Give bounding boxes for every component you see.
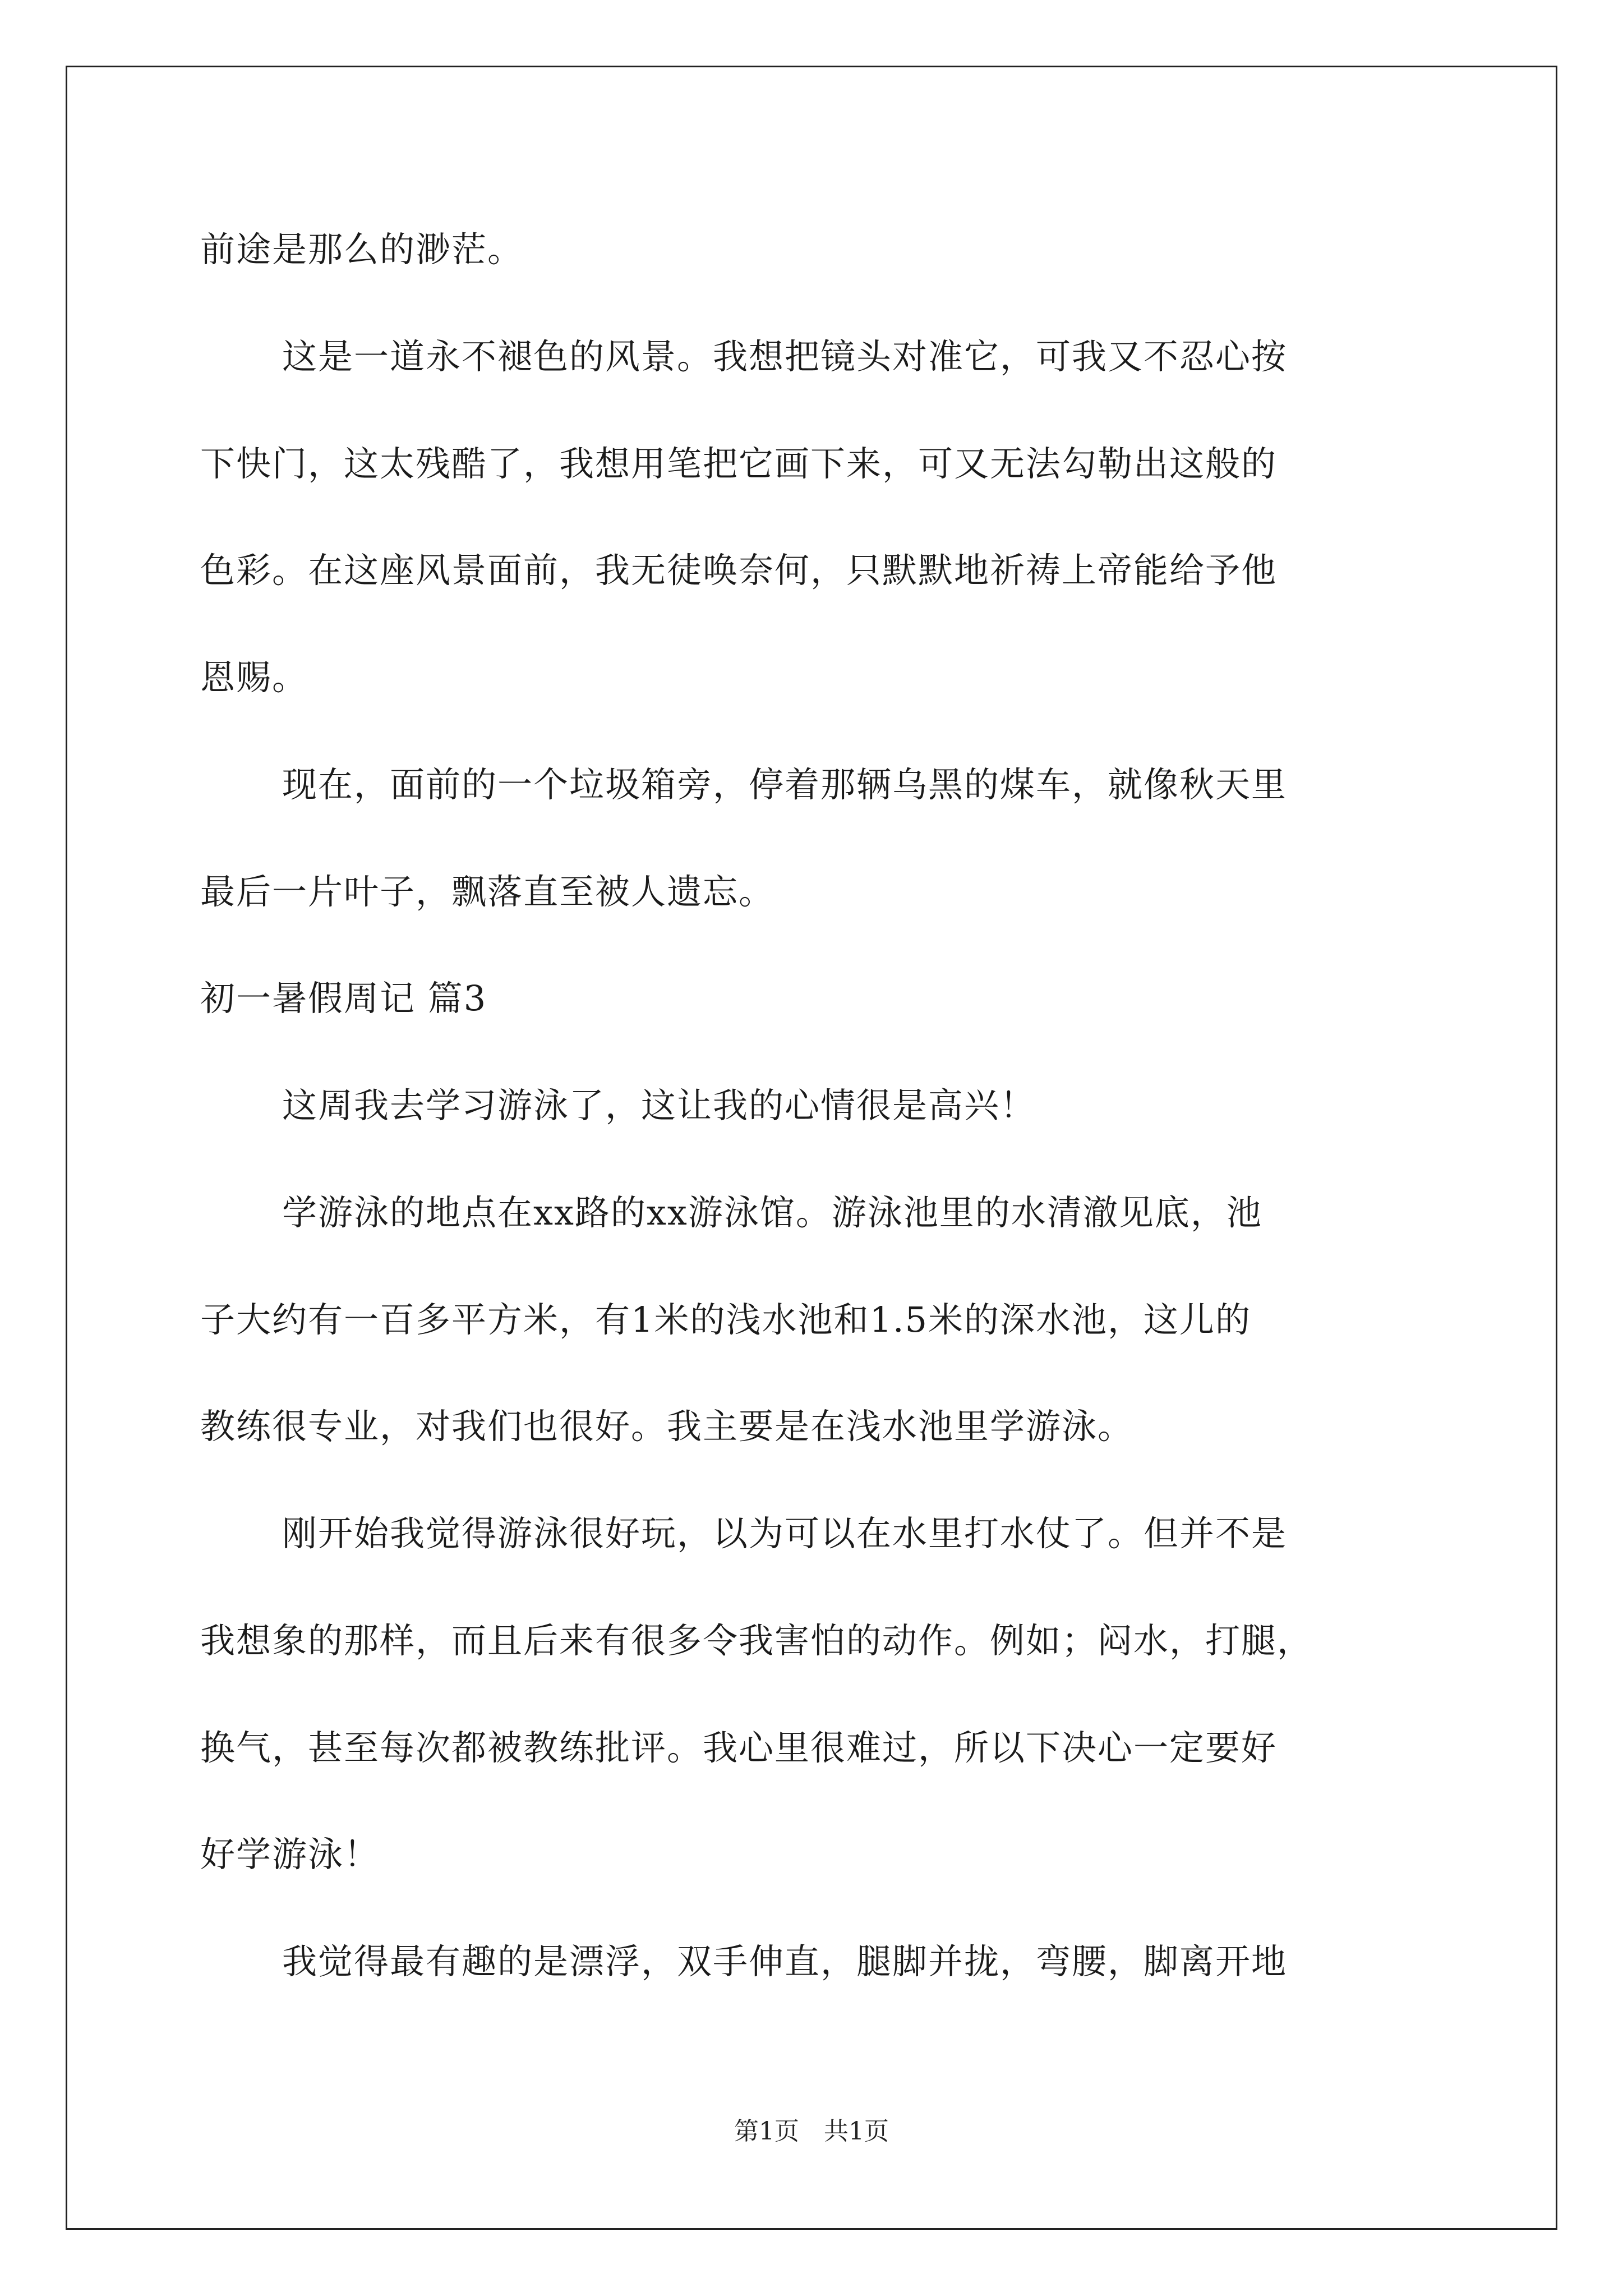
paragraph-line: 这周我去学习游泳了，这让我的心情很是高兴！ — [282, 1085, 1036, 1126]
page-border — [66, 66, 1557, 2230]
page-footer: 第1页 共1页 — [734, 2117, 889, 2146]
paragraph-line: 我觉得最有趣的是漂浮，双手伸直，腿脚并拢，弯腰，脚离开地 — [282, 1941, 1288, 1982]
paragraph-line: 好学游泳！ — [200, 1834, 380, 1875]
section-heading: 初一暑假周记 篇3 — [200, 978, 487, 1019]
paragraph-line: 刚开始我觉得游泳很好玩，以为可以在水里打水仗了。但并不是 — [282, 1513, 1288, 1554]
paragraph-line: 这是一道永不褪色的风景。我想把镜头对准它，可我又不忍心按 — [282, 336, 1288, 377]
paragraph-line: 现在，面前的一个垃圾箱旁，停着那辆乌黑的煤车，就像秋天里 — [282, 764, 1288, 805]
paragraph-line: 子大约有一百多平方米，有1米的浅水池和1.5米的深水池，这儿的 — [200, 1299, 1252, 1340]
paragraph-line: 学游泳的地点在xx路的xx游泳馆。游泳池里的水清澈见底，池 — [282, 1192, 1262, 1233]
paragraph-line: 色彩。在这座风景面前，我无徒唤奈何，只默默地祈祷上帝能给予他 — [200, 550, 1278, 591]
paragraph-line: 换气，甚至每次都被教练批评。我心里很难过，所以下决心一定要好 — [200, 1727, 1278, 1768]
paragraph-line: 前途是那么的渺茫。 — [200, 229, 524, 270]
paragraph-line: 我想象的那样，而且后来有很多令我害怕的动作。例如；闷水，打腿， — [200, 1620, 1313, 1661]
paragraph-line: 恩赐。 — [200, 657, 308, 698]
paragraph-line: 下快门，这太残酷了，我想用笔把它画下来，可又无法勾勒出这般的 — [200, 443, 1278, 484]
paragraph-line: 教练很专业，对我们也很好。我主要是在浅水池里学游泳。 — [200, 1406, 1134, 1447]
paragraph-line: 最后一片叶子，飘落直至被人遗忘。 — [200, 871, 775, 912]
